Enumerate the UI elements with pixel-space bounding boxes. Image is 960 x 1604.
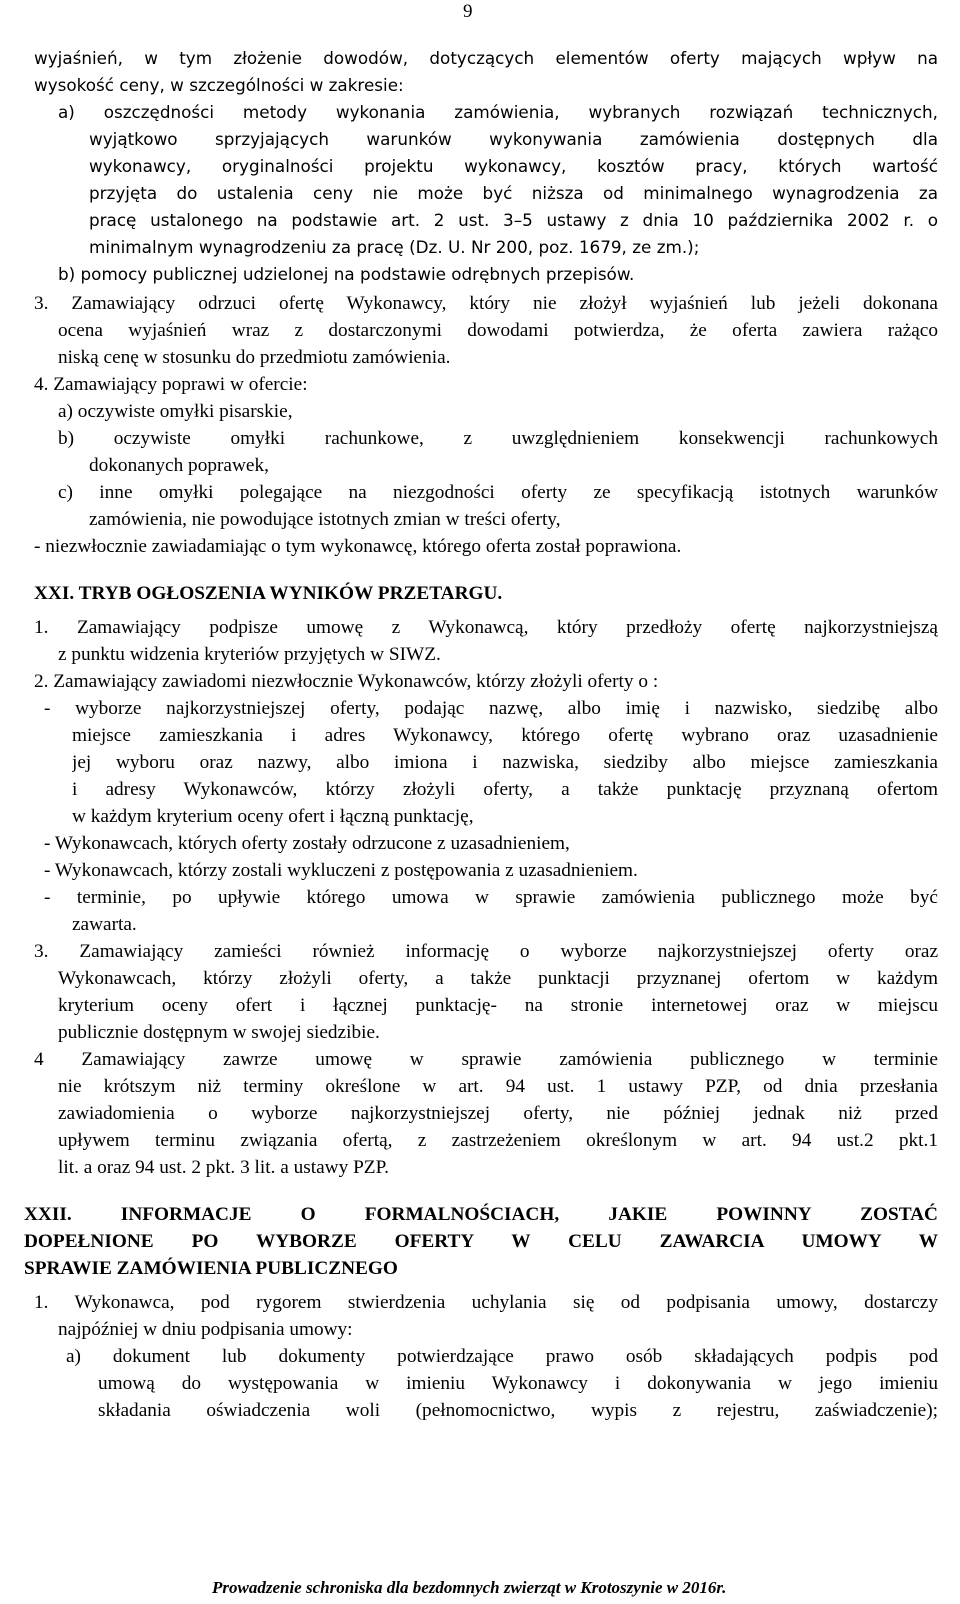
text-line: umową do występowania w imieniu Wykonawcy i dokonywania w jego imieniu — [98, 1373, 938, 1394]
paragraph-2: 2. Zamawiający zawiadomi niezwłocznie Wykonawców, którzy złożyli oferty o : — [34, 671, 659, 692]
list-item-a: a) dokument lub dokumenty potwierdzające prawo osób składających podpis pod — [66, 1346, 938, 1367]
list-item-a: a) oszczędności metody wykonania zamówienia, wybranych rozwiązań technicznych, — [58, 102, 938, 122]
text-line: publicznie dostępnym w swojej siedzibie. — [58, 1022, 380, 1043]
text-line: zamówienia, nie powodujące istotnych zmian w treści oferty, — [89, 509, 561, 530]
text-line: wyjaśnień, w tym złożenie dowodów, dotyczących elementów oferty mających wpływ na — [34, 48, 938, 68]
text-line: ocena wyjaśnień wraz z dostarczonymi dowodami potwierdza, że oferta zawiera rażąco — [58, 320, 938, 341]
section-heading-xxi: XXI. TRYB OGŁOSZENIA WYNIKÓW PRZETARGU. — [34, 583, 503, 604]
paragraph-1: 1. Zamawiający podpisze umowę z Wykonawcą, który przedłoży ofertę najkorzystniejszą — [34, 617, 938, 638]
text-line: zawiadomienia o wyborze najkorzystniejszej oferty, nie później jednak niż przed — [58, 1103, 938, 1124]
text-line: składania oświadczenia woli (pełnomocnictwo, wypis z rejestru, zaświadczenie); — [98, 1400, 938, 1421]
section-heading-xxii: DOPEŁNIONE PO WYBORZE OFERTY W CELU ZAWARCIA UMOWY W — [24, 1231, 938, 1252]
paragraph-3: 3. Zamawiający odrzuci ofertę Wykonawcy, który nie złożył wyjaśnień lub jeżeli dokonana — [34, 293, 938, 314]
dash-item: - terminie, po upływie którego umowa w sprawie zamówienia publicznego może być — [44, 887, 938, 908]
text-line: dokonanych poprawek, — [89, 455, 269, 476]
text-line: jej wyboru oraz nazwy, albo imiona i nazwiska, siedziby albo miejsce zamieszkania — [72, 752, 938, 773]
text-line: miejsce zamieszkania i adres Wykonawcy, którego ofertę wybrano oraz uzasadnienie — [72, 725, 938, 746]
text-line: wyjątkowo sprzyjających warunków wykonywania zamówienia dostępnych dla — [89, 129, 938, 149]
text-line: niską cenę w stosunku do przedmiotu zamówienia. — [58, 347, 451, 368]
text-line: najpóźniej w dniu podpisania umowy: — [58, 1319, 353, 1340]
paragraph-1: 1. Wykonawca, pod rygorem stwierdzenia uchylania się od podpisania umowy, dostarczy — [34, 1292, 938, 1313]
text-line: - niezwłocznie zawiadamiając o tym wykonawcę, którego oferta został poprawiona. — [34, 536, 682, 557]
paragraph-3: 3. Zamawiający zamieści również informację o wyborze najkorzystniejszej oferty oraz — [34, 941, 938, 962]
text-line: przyjęta do ustalenia ceny nie może być niższa od minimalnego wynagrodzenia za — [89, 183, 938, 203]
section-heading-xxii: XXII. INFORMACJE O FORMALNOŚCIACH, JAKIE POWINNY ZOSTAĆ — [24, 1204, 938, 1225]
text-line: lit. a oraz 94 ust. 2 pkt. 3 lit. a ustawy PZP. — [58, 1157, 389, 1178]
text-line: w każdym kryterium oceny ofert i łączną punktację, — [72, 806, 474, 827]
text-line: nie krótszym niż terminy określone w art. 94 ust. 1 ustawy PZP, od dnia przesłania — [58, 1076, 938, 1097]
text-line: upływem terminu związania ofertą, z zastrzeżeniem określonym w art. 94 ust.2 pkt.1 — [58, 1130, 938, 1151]
dash-item: - Wykonawcach, którzy zostali wykluczeni z postępowania z uzasadnieniem. — [44, 860, 638, 881]
list-item-c: c) inne omyłki polegające na niezgodności oferty ze specyfikacją istotnych warunków — [58, 482, 938, 503]
list-item-b: b) oczywiste omyłki rachunkowe, z uwzględnieniem konsekwencji rachunkowych — [58, 428, 938, 449]
text-line: z punktu widzenia kryteriów przyjętych w SIWZ. — [58, 644, 441, 665]
text-line: kryterium oceny ofert i łącznej punktację- na stronie internetowej oraz w miejscu — [58, 995, 938, 1016]
text-line: i adresy Wykonawców, którzy złożyli oferty, a także punktację przyznaną ofertom — [72, 779, 938, 800]
list-item-a: a) oczywiste omyłki pisarskie, — [58, 401, 293, 422]
paragraph-4: 4 Zamawiający zawrze umowę w sprawie zamówienia publicznego w terminie — [34, 1049, 938, 1070]
text-line: minimalnym wynagrodzeniu za pracę (Dz. U. Nr 200, poz. 1679, ze zm.); — [89, 237, 700, 257]
section-heading-xxii: SPRAWIE ZAMÓWIENIA PUBLICZNEGO — [24, 1258, 398, 1279]
text-line: wysokość ceny, w szczególności w zakresie: — [34, 75, 404, 95]
text-line: Wykonawcach, którzy złożyli oferty, a także punktacji przyznanej ofertom w każdym — [58, 968, 938, 989]
text-line: zawarta. — [72, 914, 137, 935]
list-item-b: b) pomocy publicznej udzielonej na podstawie odrębnych przepisów. — [58, 264, 635, 284]
page-number: 9 — [463, 1, 473, 22]
text-line: wykonawcy, oryginalności projektu wykonawcy, kosztów pracy, których wartość — [89, 156, 938, 176]
page-footer: Prowadzenie schroniska dla bezdomnych zwierząt w Krotoszynie w 2016r. — [212, 1578, 727, 1597]
paragraph-4: 4. Zamawiający poprawi w ofercie: — [34, 374, 308, 395]
dash-item: - Wykonawcach, których oferty zostały odrzucone z uzasadnieniem, — [44, 833, 570, 854]
text-line: pracę ustalonego na podstawie art. 2 ust. 3–5 ustawy z dnia 10 października 2002 r. o — [89, 210, 938, 230]
dash-item: - wyborze najkorzystniejszej oferty, podając nazwę, albo imię i nazwisko, siedzibę albo — [44, 698, 938, 719]
